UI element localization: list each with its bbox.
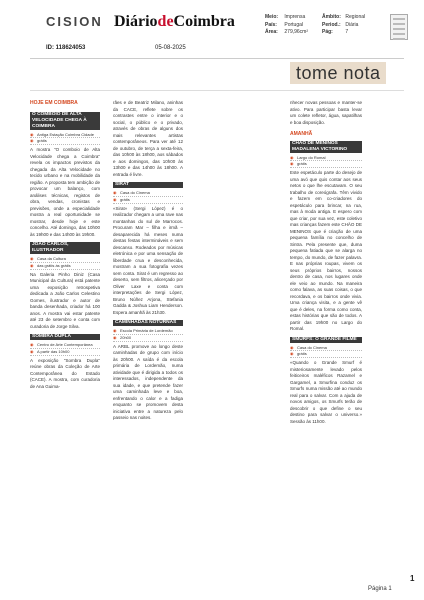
- newspaper-title: [114, 13, 235, 31]
- time-info: ◉ 20h00: [113, 335, 183, 342]
- article-body: A exposição "Sombra Dupla" reúne obras da Coleção de Arte Contemporânea do Estado (CACE). A mostra, com curadoria de Ana Guima-: [30, 357, 100, 389]
- price-info: ◉ grátis: [113, 197, 183, 204]
- page-thumbnail[interactable]: [390, 14, 408, 40]
- title-part-2: de: [157, 13, 174, 30]
- area-key: Área:: [265, 29, 278, 35]
- meio-key: Meio:: [265, 14, 279, 20]
- header-divider: [30, 58, 404, 59]
- venue-info: ◉ Casa da Cultura: [30, 256, 100, 263]
- article-body: «Sirat» (Sergi López) é o realizador chegam a uma rave nas montanhas do sul de Marrocos. Procuram Mar – filha e irmã – desaparecida há meses numa destas festas intermináveis e sem descanso. Rodeados por músicas eletrónica e por uma sensação de liberdade crua e desconhecida, mostram a sua fotografia vezes sem conta. Sirat é um regresso ao deserto, sem filtros, alicerçado por Oliver Laxe e conta com interpretações de Sergi López, Bruno Núñez Arjona, Stefania Gadda & Joshua Liam Henderson. Espera amanhã às 21h30.: [113, 205, 183, 315]
- clip-id: ID: 118624053: [46, 45, 86, 51]
- title-part-1: Diário: [114, 13, 158, 30]
- clip-date: 05-08-2025: [155, 45, 186, 51]
- title-part-3: Coimbra: [173, 13, 235, 30]
- banner-divider: [30, 90, 404, 91]
- article-body: «Quando o Grande Smurf é misteriosamente levado pelos feiticeiros maléficos Razamel e Gargamel, a Smurfina conduz os Smurfs numa missão até ao mundo real para o salvar. Com a ajuda de novos amigos, os Smurfs terão de descobrir o que define o seu destino para salvar o universo.» Sessão às 11h00.: [290, 360, 362, 424]
- column-3: [290, 100, 362, 425]
- section-heading-tomorrow: AMANHÃ: [290, 131, 313, 137]
- banner-text: tome nota: [296, 63, 381, 83]
- price-info: ◉ grátis: [290, 161, 362, 168]
- pag-value: 7: [345, 29, 349, 35]
- section-heading-today: HOJE EM COIMBRA: [30, 100, 78, 106]
- article-heading: SMURFS: O GRANDE FILME: [290, 337, 362, 343]
- time-info: ◉ A partir das 10h00: [30, 349, 100, 356]
- venue-info: ◉ Antiga Estação Coimbra Cidade: [30, 132, 100, 139]
- section-banner: [290, 62, 386, 84]
- article-body: Este espetáculo parte do desejo de uma avó que quis contar aos seus netos o que lhe escutavam. O seu trabalho de coreógrafa. Têm vivido e fazem em co-criadores do espetáculo para brincar, na rua, mas à moda antiga. E espero com que criar, por sua vez, este coletivo mas crianças fazem este CHÃO DE MENINOS que é criação de uma pequena família no concelho de Sintra. Pela presente que, duma pequena fatiada que se alarga no tempo, do mundo, de fazer palavra. E nas próprias roupas, vivem os seus próprios bairros, nossos dentro de casa, nos lugares onde ele veio ao mundo. Na maneira como falava, as suas coisas, o que recordava, e os bairros onde vivia. Uma criança visita, e a gente vê que é deles, na forma como conta, estas histórias que são de todos. A partir das 19h00 no Largo do Romal.: [290, 170, 362, 332]
- venue-info: ◉ Escola Primária de Lordemão: [113, 328, 183, 335]
- article-heading: O COMBOIO DE ALTA VELOCIDADE CHEGA À COIMBRA: [30, 112, 100, 130]
- page-number: 1: [410, 574, 415, 583]
- price-info: ◉ das grátis às grátis: [30, 263, 100, 270]
- price-info: ◉ grátis: [30, 138, 100, 145]
- article-body: rães e de Beatriz Milano, aninhas da CACE, reflete sobre os contrastes entre o interior e o social, o público e o privado, através de obras de alguns dos mais relevantes artistas contemporâneos. Para ver até 12 de outubro, de terça a sexta-feira, das 10h00 às 18h00, aos sábados e aos domingos, das 10h00 às 13h00 e das 14h00 às 18h00. A entrada é livre.: [113, 100, 183, 177]
- venue-info: ◉ Largo do Romal: [290, 155, 362, 162]
- article-body: A mostra "O comboio de Alta Velocidade chega a Coimbra" revela os impactos previstos da chegada da Alta Velocidade no tecido urbano e na mobilidade da região. A proposta tem ambição de provocar um balanço, com análises técnicas, registos de obra, vendas, cronistas e previsões, onde a especialidade mostra a real oportunidade se mostrar, desde hoje e este concelho. Até domingo, das 10h00 às 19h00 e das 14h00 às 19h00.: [30, 147, 100, 237]
- period-value: Diária: [345, 21, 359, 28]
- meta-block-right: [322, 14, 365, 37]
- article-body: Na Galeria Pinho Diniz (Casa Municipal da Cultura) está patente uma exposição retrospetiva dedicada a João Carlos Celestino Gomes, ilustrador e autor de banda desenhada, criador há 100 anos. A mostra vai estar patente até 23 de setembro e conta com curadoria de Jorge Silva.: [30, 271, 100, 329]
- area-value: 279,96cm²: [284, 29, 309, 35]
- period-key: Period.:: [322, 21, 341, 28]
- article-body: A ARBL promove ao longo deste caminhadas de grupo com início às 20h00. A saída é da escola primária de Lordemão, numa atividade que é dirigida a todos os interessados, independente da sua idade, e que pretende fazer uma caminhada leve e boa, enfrentando o calor e a fadiga enquanto se promovem desta iniciativa entre a natureza pelo passeio nas noites.: [113, 343, 183, 421]
- column-1: [30, 100, 100, 390]
- pais-key: País:: [265, 21, 277, 28]
- meta-block-left: [265, 14, 308, 37]
- venue-info: ◉ Centro de Arte Contemporânea: [30, 342, 100, 349]
- column-2: [113, 100, 183, 422]
- price-info: ◉ grátis: [290, 351, 362, 358]
- page-label: Página 1: [368, 586, 392, 592]
- article-heading: JOÃO CARLOS, ILUSTRADOR: [30, 242, 100, 254]
- article-heading: SOMBRA DUPLA: [30, 334, 100, 340]
- pais-value: Portugal: [284, 21, 304, 28]
- venue-info: ◉ Casa do Cinema: [113, 190, 183, 197]
- ambito-value: Regional: [345, 14, 366, 20]
- venue-info: ◉ Casa do Cinema: [290, 345, 362, 352]
- ambito-key: Âmbito:: [322, 14, 341, 20]
- article-body: nhecer novas pessoas e manter-se ativo. Para participar basta levar um colete refletor, água, sapatilhas e boa disposição.: [290, 100, 362, 125]
- pag-key: Pág:: [322, 29, 333, 35]
- article-heading: SIRAT: [113, 182, 183, 188]
- meio-value: Imprensa: [284, 14, 306, 20]
- cision-logo: CISION: [46, 14, 103, 29]
- article-heading: CHÃO DE MENINOS MADALENA VICTORINO: [290, 141, 362, 153]
- article-heading: CAMINHADAS NOTURNAS: [113, 320, 183, 326]
